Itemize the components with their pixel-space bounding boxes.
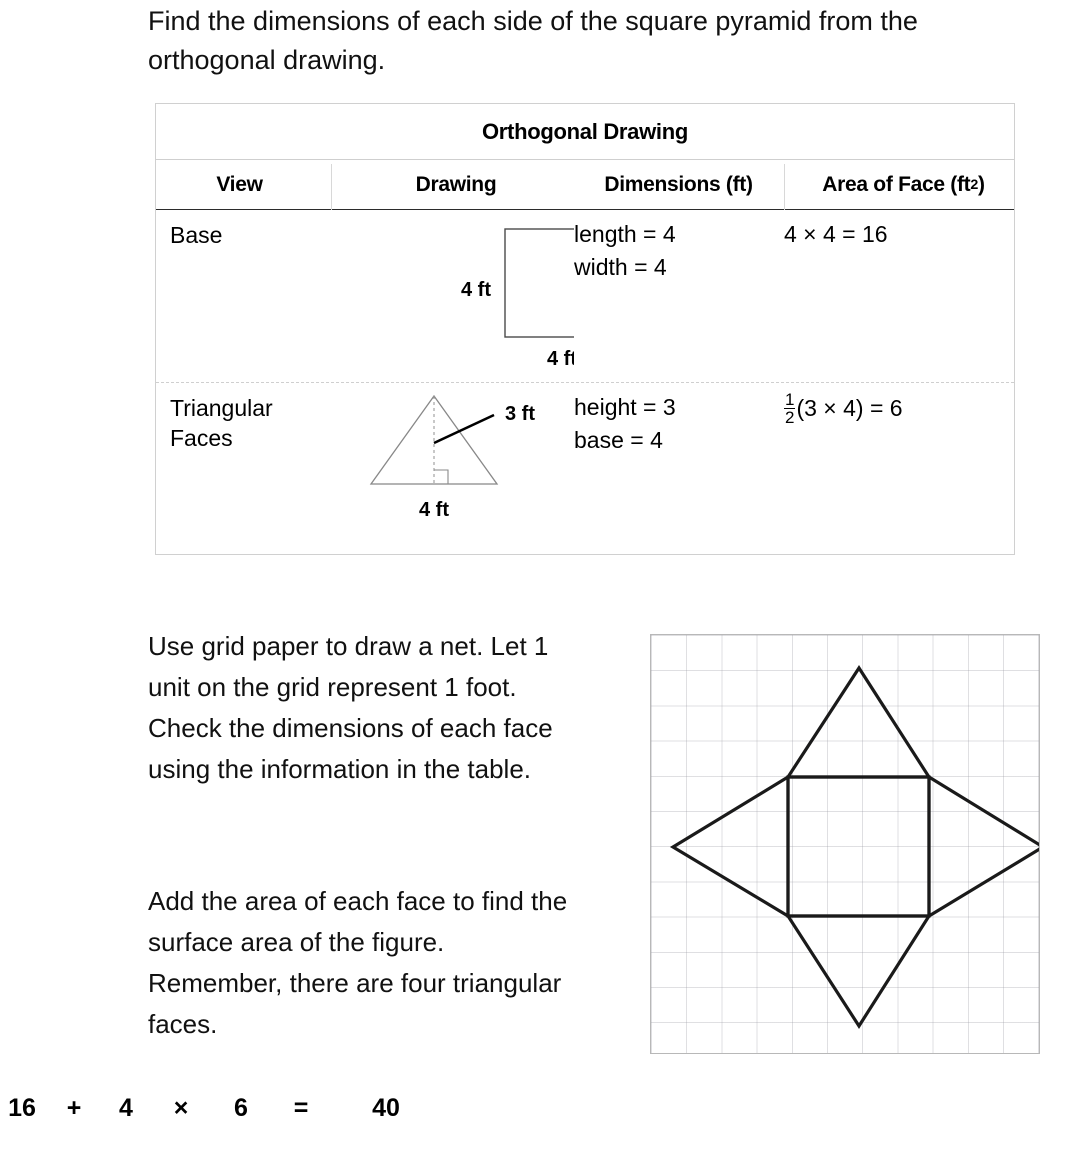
- fraction-denominator: 2: [785, 408, 795, 428]
- table-header-row: [156, 160, 1014, 210]
- net-triangle-top: [788, 668, 929, 777]
- cell-dimensions-triangle: [574, 391, 784, 457]
- table-title: Orthogonal Drawing: [481, 118, 689, 144]
- fraction-numerator: 1: [785, 390, 795, 409]
- area-header-prefix: Area of Face (ft: [822, 173, 971, 196]
- cell-area-triangle: [784, 391, 1009, 427]
- one-half-fraction: [784, 391, 795, 427]
- dimension-line: height = 3: [574, 394, 676, 420]
- cell-dimensions-base: [574, 218, 784, 284]
- cell-view-base: Base: [170, 222, 223, 248]
- triangle-bottom-label: 4 ft: [419, 499, 449, 521]
- header-divider-left: [331, 164, 332, 210]
- column-header-view: View: [216, 173, 263, 196]
- dimension-line: width = 4: [574, 254, 667, 280]
- equation-token: 4: [119, 1094, 133, 1122]
- area-expression-rest: (3 × 4) = 6: [796, 395, 903, 422]
- base-square-diagram: [334, 210, 574, 383]
- surface-area-equation: [0, 1094, 520, 1144]
- dimension-line: base = 4: [574, 427, 663, 453]
- net-triangle-bottom: [788, 916, 929, 1026]
- cell-drawing-triangle: [334, 383, 574, 556]
- cell-drawing-base: [334, 210, 574, 383]
- table-row-triangular-faces: [156, 383, 1014, 556]
- area-header-superscript: 2: [970, 177, 978, 193]
- table-row-base: [156, 210, 1014, 383]
- base-bottom-label: 4 ft: [547, 348, 574, 370]
- equation-token: 16: [8, 1094, 36, 1122]
- net-triangle-left: [673, 777, 788, 916]
- orthogonal-drawing-table: [155, 103, 1015, 555]
- pyramid-net-grid-figure: [650, 634, 1040, 1054]
- cell-area-base: 4 × 4 = 16: [784, 221, 888, 247]
- column-header-drawing: Drawing: [415, 173, 497, 196]
- base-side-label: 4 ft: [461, 279, 491, 301]
- equation-token: ×: [173, 1094, 189, 1122]
- equation-token: +: [66, 1094, 82, 1122]
- right-angle-mark: [434, 470, 448, 484]
- instruction-paragraph-surface-area: Add the area of each face to find the surface area of the figure. Remember, there are four triangular faces.: [148, 886, 568, 1039]
- cell-view-triangular-faces: Triangular Faces: [170, 395, 273, 451]
- dimension-line: length = 4: [574, 221, 676, 247]
- net-triangle-right: [929, 777, 1039, 916]
- column-header-area-of-face: [796, 160, 1011, 210]
- pyramid-net-drawing: [651, 635, 1039, 1053]
- intro-instruction-text: Find the dimensions of each side of the square pyramid from the orthogonal drawing.: [148, 6, 918, 75]
- triangle-face-diagram: [334, 383, 574, 556]
- instruction-paragraph-net: Use grid paper to draw a net. Let 1 unit on the grid represent 1 foot. Check the dimensions of each face using the information in the table.: [148, 631, 553, 784]
- base-square-shape: [505, 229, 574, 337]
- triangle-height-label: 3 ft: [505, 403, 535, 425]
- net-base-square: [788, 777, 929, 916]
- area-header-suffix: ): [978, 173, 985, 196]
- equation-token: 40: [372, 1094, 400, 1122]
- equation-token: =: [293, 1094, 309, 1122]
- equation-token: 6: [234, 1094, 248, 1122]
- table-title-row: [156, 104, 1014, 160]
- column-header-dimensions: Dimensions (ft): [604, 173, 753, 196]
